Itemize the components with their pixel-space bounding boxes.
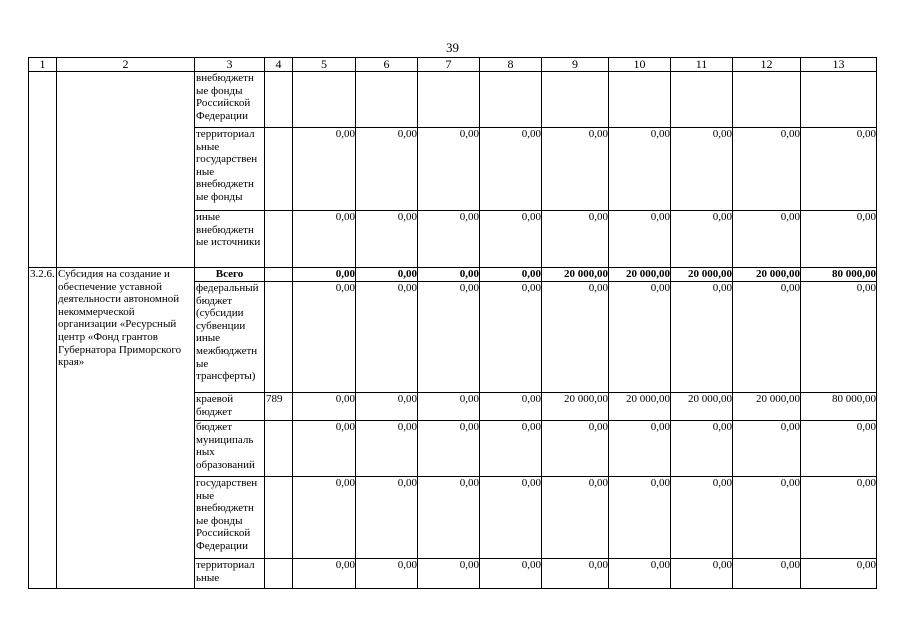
funding-source: внебюджетн ые фонды Российской Федерации	[195, 72, 265, 128]
value-cell: 0,00	[801, 421, 877, 477]
value-cell: 0,00	[480, 211, 542, 268]
value-cell: 20 000,00	[609, 393, 671, 421]
value-cell: 0,00	[418, 393, 480, 421]
value-cell: 80 000,00	[801, 393, 877, 421]
value-cell: 0,00	[609, 559, 671, 589]
header-row	[29, 58, 877, 72]
budget-code	[265, 559, 293, 589]
value-cell: 0,00	[733, 421, 801, 477]
value-cell: 0,00	[733, 211, 801, 268]
item-number: 3.2.6.	[29, 268, 57, 589]
value-cell: 0,00	[542, 421, 609, 477]
column-header: 6	[356, 58, 418, 72]
value-cell: 0,00	[671, 559, 733, 589]
value-cell: 0,00	[293, 477, 356, 559]
value-cell: 0,00	[356, 421, 418, 477]
value-cell	[293, 72, 356, 128]
value-cell: 0,00	[480, 421, 542, 477]
column-header: 12	[733, 58, 801, 72]
value-cell: 0,00	[542, 282, 609, 393]
funding-source: территориал ьные	[195, 559, 265, 589]
value-cell: 0,00	[480, 128, 542, 211]
value-cell: 0,00	[609, 211, 671, 268]
value-cell: 0,00	[293, 128, 356, 211]
budget-table	[28, 57, 877, 589]
value-cell: 0,00	[671, 282, 733, 393]
value-cell	[801, 72, 877, 128]
value-cell	[356, 72, 418, 128]
value-cell: 0,00	[542, 128, 609, 211]
value-cell: 0,00	[356, 282, 418, 393]
table-row	[29, 72, 877, 128]
funding-source: государствен ные внебюджетн ые фонды Российской Федерации	[195, 477, 265, 559]
value-cell: 20 000,00	[671, 268, 733, 282]
column-header: 3	[195, 58, 265, 72]
item-name-cell	[57, 72, 195, 268]
value-cell: 0,00	[671, 477, 733, 559]
value-cell	[609, 72, 671, 128]
column-header: 7	[418, 58, 480, 72]
value-cell: 0,00	[418, 128, 480, 211]
value-cell: 0,00	[801, 559, 877, 589]
value-cell: 0,00	[542, 477, 609, 559]
column-header: 10	[609, 58, 671, 72]
value-cell: 0,00	[356, 559, 418, 589]
column-header: 5	[293, 58, 356, 72]
budget-code	[265, 421, 293, 477]
value-cell: 0,00	[733, 559, 801, 589]
budget-code	[265, 211, 293, 268]
value-cell: 0,00	[801, 128, 877, 211]
value-cell: 0,00	[480, 268, 542, 282]
value-cell: 0,00	[609, 282, 671, 393]
column-header: 4	[265, 58, 293, 72]
budget-code	[265, 128, 293, 211]
value-cell: 0,00	[542, 211, 609, 268]
value-cell: 0,00	[609, 128, 671, 211]
budget-code: 789	[265, 393, 293, 421]
value-cell: 0,00	[418, 559, 480, 589]
column-header: 11	[671, 58, 733, 72]
value-cell: 0,00	[801, 477, 877, 559]
column-header: 9	[542, 58, 609, 72]
value-cell: 20 000,00	[542, 268, 609, 282]
value-cell: 0,00	[609, 477, 671, 559]
funding-source-total: Всего	[195, 268, 265, 282]
item-number-cell	[29, 72, 57, 268]
value-cell: 0,00	[609, 421, 671, 477]
column-header: 13	[801, 58, 877, 72]
budget-code	[265, 282, 293, 393]
value-cell: 0,00	[480, 393, 542, 421]
value-cell: 20 000,00	[609, 268, 671, 282]
value-cell: 0,00	[671, 421, 733, 477]
column-header: 2	[57, 58, 195, 72]
value-cell: 0,00	[418, 282, 480, 393]
value-cell: 20 000,00	[542, 393, 609, 421]
page-number: 39	[446, 40, 459, 55]
value-cell: 20 000,00	[733, 393, 801, 421]
value-cell: 0,00	[293, 282, 356, 393]
value-cell: 0,00	[801, 211, 877, 268]
value-cell: 0,00	[293, 393, 356, 421]
funding-source: федеральный бюджет (субсидии субвенции иные межбюджетн ые трансферты)	[195, 282, 265, 393]
value-cell	[480, 72, 542, 128]
value-cell: 0,00	[356, 477, 418, 559]
funding-source: бюджет муниципаль ных образований	[195, 421, 265, 477]
value-cell: 0,00	[733, 128, 801, 211]
value-cell	[733, 72, 801, 128]
funding-source: территориал ьные государствен ные внебюджетн ые фонды	[195, 128, 265, 211]
item-name: Субсидия на создание и обеспечение уставной деятельности автономной некоммерческой организации «Ресурсный центр «Фонд грантов Губернатора Приморского края»	[57, 268, 195, 589]
value-cell	[542, 72, 609, 128]
funding-source: краевой бюджет	[195, 393, 265, 421]
funding-source: иные внебюджетн ые источники	[195, 211, 265, 268]
value-cell: 0,00	[293, 421, 356, 477]
table-row	[29, 268, 877, 282]
value-cell	[418, 72, 480, 128]
value-cell: 0,00	[542, 559, 609, 589]
value-cell: 80 000,00	[801, 268, 877, 282]
budget-code	[265, 268, 293, 282]
value-cell: 0,00	[418, 268, 480, 282]
value-cell: 0,00	[356, 211, 418, 268]
value-cell: 0,00	[293, 559, 356, 589]
value-cell: 0,00	[801, 282, 877, 393]
value-cell: 0,00	[671, 211, 733, 268]
budget-code	[265, 477, 293, 559]
value-cell: 0,00	[480, 282, 542, 393]
value-cell: 0,00	[671, 128, 733, 211]
value-cell: 0,00	[356, 393, 418, 421]
value-cell: 20 000,00	[733, 268, 801, 282]
column-header: 1	[29, 58, 57, 72]
value-cell	[671, 72, 733, 128]
value-cell: 0,00	[733, 477, 801, 559]
value-cell: 0,00	[293, 211, 356, 268]
budget-code	[265, 72, 293, 128]
column-header: 8	[480, 58, 542, 72]
value-cell: 0,00	[356, 128, 418, 211]
value-cell: 0,00	[418, 211, 480, 268]
value-cell: 0,00	[293, 268, 356, 282]
value-cell: 0,00	[733, 282, 801, 393]
value-cell: 0,00	[480, 477, 542, 559]
value-cell: 0,00	[480, 559, 542, 589]
value-cell: 20 000,00	[671, 393, 733, 421]
value-cell: 0,00	[356, 268, 418, 282]
value-cell: 0,00	[418, 421, 480, 477]
value-cell: 0,00	[418, 477, 480, 559]
